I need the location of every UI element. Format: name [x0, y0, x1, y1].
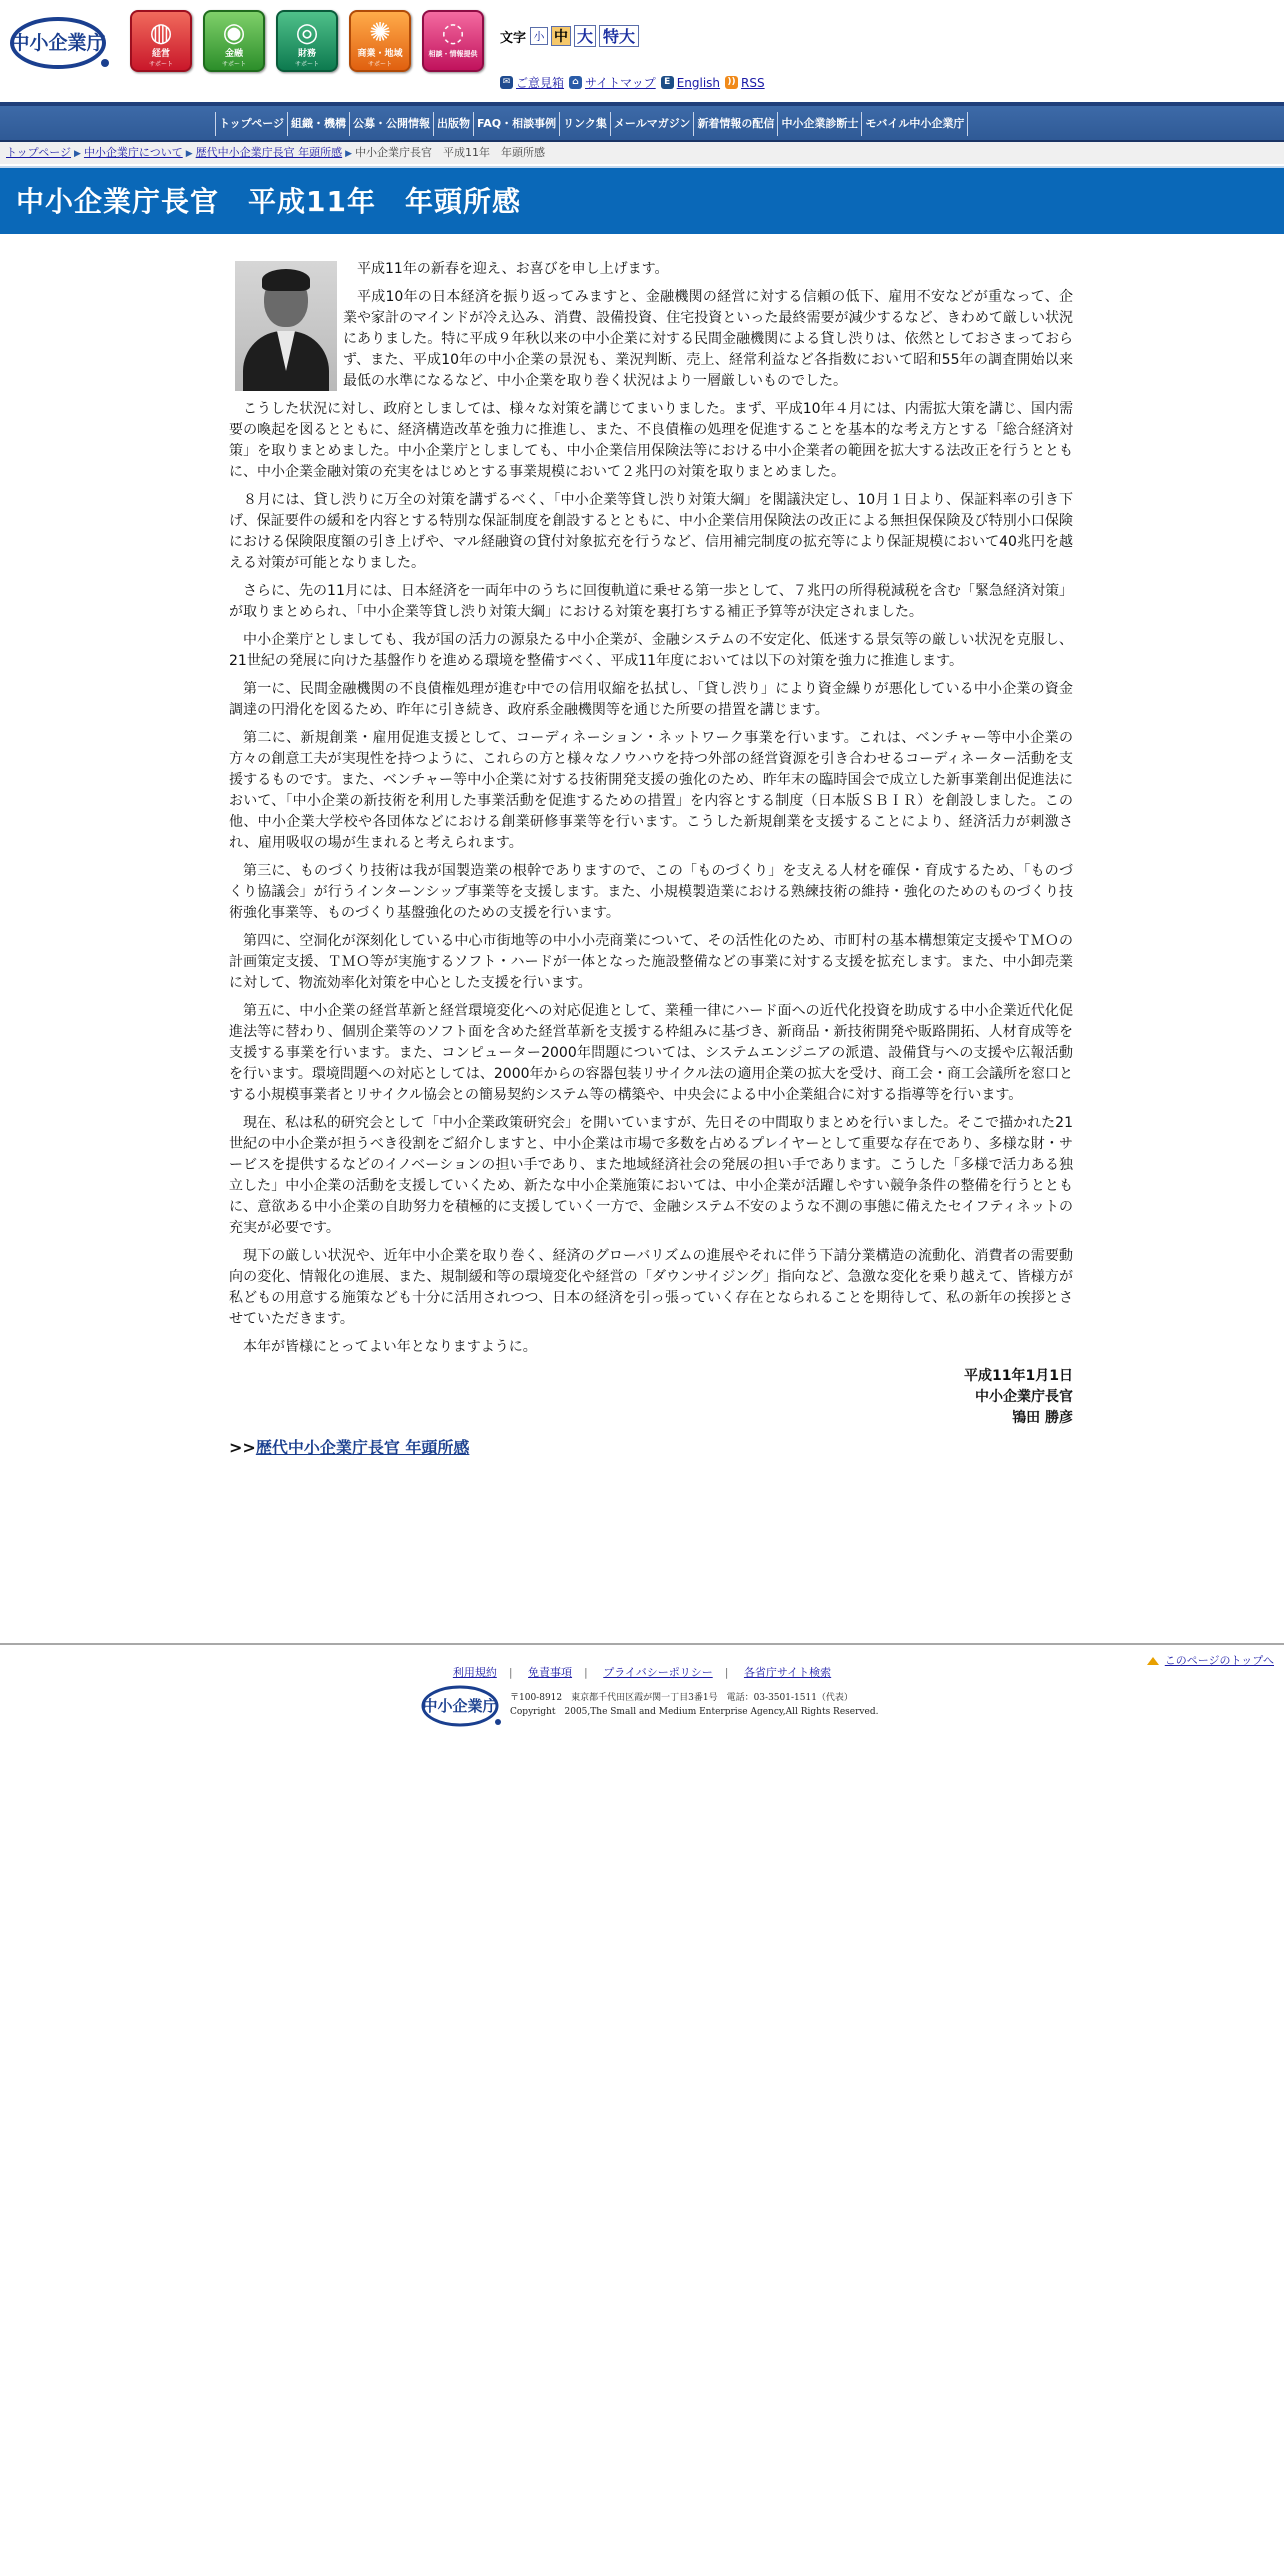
banner-title: 金融 — [224, 49, 243, 59]
mail-icon: ✉ — [500, 76, 513, 89]
history-link[interactable]: 歴代中小企業庁長官 年頭所感 — [255, 1438, 470, 1457]
breadcrumb-current: 中小企業庁長官 平成11年 年頭所感 — [355, 146, 546, 159]
paragraph: 平成10年の日本経済を振り返ってみますと、金融機関の経営に対する信頼の低下、雇用不安などが重なって、企業や家計のマインドが冷え込み、消費、設備投資、住宅投資といった最終需要が減少するなど、きわめて厳しい状況にありました。特に平成９年秋以来の中小企業に対する民間金融機関による貸し渋りは、依然としておさまっておらず、また、平成10年の中小企業の景況も、業況判断、売上、経常利益など各指数において昭和55年の調査開始以来最低の水準になるなど、中小企業を取り巻く状況はより一層厳しいものでした。 — [343, 289, 1073, 389]
paragraph: 平成11年の新春を迎え、お喜びを申し上げます。 — [357, 261, 669, 277]
ministry-search-link[interactable]: 各省庁サイト検索 — [743, 1666, 832, 1679]
breadcrumb — [0, 142, 1284, 164]
footer-address: 〒100-8912 東京都千代田区霞が関一丁目3番1号 電話：03-3501-1511（代表） — [510, 1693, 853, 1703]
history-link-row — [229, 1437, 1073, 1458]
footer-links: 利用規約 | 免責事項 | プライバシーポリシー | 各省庁サイト検索 — [452, 1666, 832, 1679]
paragraph: 第三に、ものづくり技術は我が国製造業の根幹でありますので、この「ものづくり」を支える人材を確保・育成するため、「ものづくり協議会」が行うインターンシップ事業等を支援します。また、小規模製造業における熟練技術の維持・強化のためのものづくり技術強化事業等、ものづくり基盤強化のための支援を行います。 — [229, 863, 1073, 921]
signal-icon: ◉ — [222, 18, 246, 48]
nav-item-news-delivery[interactable]: 新着情報の配信 — [694, 112, 778, 136]
banner-accounting[interactable] — [276, 10, 338, 72]
paragraph: 第五に、中小企業の経営革新と経営環境変化への対応促進として、業種一律にハード面への近代化投資を助成する中小企業近代化促進法等に替わり、個別企業等のソフト面を含めた経営革新を支援する枠組みに基づき、新商品・新技術開発や販路開拓、人材育成等を支援する事業を行います。また、コンピューター2000年問題については、システムエンジニアの派遣、設備貸与への支援や広報活動を行います。環境問題への対応としては、2000年からの容器包装リサイクル法の適用企業の拡大を受け、商工会・商工会議所を窓口とする小規模事業者とリサイクル協会との簡易契約システム等の構築や、中央会による中小企業組合に対する指導等を行います。 — [229, 1003, 1073, 1103]
english-icon: E — [661, 76, 674, 89]
footer-divider — [0, 1643, 1284, 1645]
banner-consultation[interactable] — [422, 10, 484, 72]
arrow-right-icon: ▶ — [74, 149, 81, 159]
spiral-icon: ◌ — [441, 18, 465, 48]
svg-text:中小企業庁: 中小企業庁 — [422, 1697, 498, 1715]
paragraph: 現下の厳しい状況や、近年中小企業を取り巻く、経済のグローバリズムの進展やそれに伴う下請分業構造の流動化、消費者の需要動向の変化、情報化の進展、また、規制緩和等の環境変化や経営の「ダウンサイジング」指向など、急激な変化を乗り越えて、皆様方が私どもの用意する施策なども十分に活用されつつ、日本の経済を引っ張っていく存在となられることを期待して、私の新年の挨拶とさせていただきます。 — [229, 1248, 1073, 1327]
paragraph: 中小企業庁としましても、我が国の活力の源泉たる中小企業が、金融システムの不安定化、低迷する景気等の厳しい状況を克服し、21世紀の発展に向けた基盤作りを進める環境を整備すべく、平成11年度においては以下の対策を強力に推進します。 — [229, 632, 1073, 669]
paragraph: こうした状況に対し、政府としましては、様々な対策を講じてまいりました。まず、平成10年４月には、内需拡大策を講じ、国内需要の喚起を図るとともに、経済構造改革を強力に推進し、また、不良債権の処理を促進することを基本的な考え方とする「総合経済対策」を取りまとめました。中小企業庁としましても、中小企業信用保険法等における中小企業者の範囲を拡大する法改正を行うとともに、中小企業金融対策の充実をはじめとする事業規模において２兆円の対策を取りまとめました。 — [229, 401, 1073, 480]
font-size-medium-button[interactable]: 中 — [551, 26, 571, 46]
signature-role: 中小企業庁長官 — [975, 1389, 1073, 1405]
banner-title: 財務 — [297, 49, 316, 59]
font-size-small-button[interactable]: 小 — [530, 27, 548, 45]
nav-item-mobile[interactable]: モバイル中小企業庁 — [862, 112, 968, 136]
site-logo[interactable] — [8, 14, 112, 72]
banner-sub: サポート — [294, 61, 319, 68]
terms-link[interactable]: 利用規約 — [452, 1666, 497, 1679]
paragraph: ８月には、貸し渋りに万全の対策を講ずるべく、「中小企業等貸し渋り対策大綱」を閣議決定し、10月１日より、保証料率の引き下げ、保証要件の緩和を内容とする特別な保証制度を創設するとともに、中小企業信用保険法の改正による無担保保険及び特別小口保険における保険限度額の引き上げや、マル経融資の貸付対象拡充を行うなど、信用補完制度の拡充等により保証規模において40兆円を越える対策が可能となりました。 — [229, 492, 1073, 571]
banner-title: 相談・情報提供 — [428, 50, 478, 58]
sitemap-link[interactable]: サイトマップ — [585, 76, 656, 90]
nav-item-publications[interactable]: 出版物 — [434, 112, 474, 136]
breadcrumb-home-link[interactable]: トップページ — [6, 146, 72, 159]
font-size-switcher — [500, 25, 642, 47]
privacy-link[interactable]: プライバシーポリシー — [603, 1666, 713, 1679]
director-portrait — [235, 261, 337, 391]
signature-block — [229, 1366, 1073, 1429]
paragraph: 現在、私は私的研究会として「中小企業政策研究会」を開いていますが、先日その中間取りまとめを行いました。そこで描かれた21世紀の中小企業が担うべき役割をご紹介しますと、中小企業は市場で多数を占めるプレイヤーとして重要な存在であり、多様な財・サービスを提供するなどのイノベーションの担い手であり、また地域経済社会の発展の担い手であります。こうした「多様で活力ある独立した」中小企業の活動を支援していくため、新たな中小企業施策においては、中小企業が活躍しやすい競争条件の整備を行うとともに、意欲ある中小企業の自助努力を積極的に支援していく一方で、金融システム不安のような不測の事態に備えたセイフティネットの充実が必要です。 — [229, 1115, 1073, 1236]
banner-title: 経営 — [151, 49, 170, 59]
signature-name: 鴇田 勝彦 — [1012, 1410, 1073, 1426]
rss-link[interactable]: RSS — [741, 75, 765, 90]
rss-icon: )) — [725, 76, 738, 89]
nav-item-public-info[interactable]: 公募・公開情報 — [350, 112, 434, 136]
font-size-large-button[interactable]: 大 — [574, 25, 596, 47]
nav-item-organization[interactable]: 組織・機構 — [288, 112, 350, 136]
sitemap-icon: ⌂ — [569, 76, 582, 89]
breadcrumb-history-link[interactable]: 歴代中小企業庁長官 年頭所感 — [195, 146, 343, 159]
tornado-icon: ◍ — [149, 18, 173, 48]
paragraph: さらに、先の11月には、日本経済を一両年中のうちに回復軌道に乗せる第一歩として、７兆円の所得税減税を含む「緊急経済対策」が取りまとめられ、「中小企業等貸し渋り対策大綱」における対策を裏打ちする補正予算等が決定されました。 — [229, 583, 1073, 620]
signature-date: 平成11年1月1日 — [964, 1368, 1073, 1384]
page-top-link[interactable]: このページのトップへ — [1164, 1654, 1274, 1667]
network-icon: ✺ — [369, 18, 391, 48]
arrow-right-icon: ▶ — [185, 149, 193, 159]
banner-management[interactable] — [130, 10, 192, 72]
paragraph: 第二に、新規創業・雇用促進支援として、コーディネーション・ネットワーク事業を行います。これは、ベンチャー等中小企業の方々の創意工夫が実現性を持つように、これらの方と様々なノウハウを持つ外部の経営資源を引き合わせるコーディネーター活動を支援するものです。また、ベンチャー等中小企業に対する技術開発支援の強化のため、昨年末の臨時国会で成立した新事業創出促進法において、「中小企業の新技術を利用した事業活動を促進するための措置」を内容とする制度（日本版ＳＢＩＲ）を創設しました。この他、中小企業大学校や各団体などにおける創業研修事業等を行います。こうした新規創業を支援することにより、経済活力が刺激され、雇用吸収の場が生まれると考えられます。 — [229, 730, 1073, 851]
arrow-right-icon: ▶ — [345, 149, 353, 159]
banner-sub: サポート — [367, 61, 392, 68]
utility-links — [500, 74, 770, 91]
nav-item-top[interactable]: トップページ — [215, 112, 288, 136]
main-nav — [0, 102, 1284, 142]
wifi-icon: ◎ — [295, 18, 319, 48]
nav-item-faq[interactable]: FAQ・相談事例 — [474, 112, 560, 136]
footer-logo — [420, 1683, 504, 1729]
font-size-label: 文字 — [500, 30, 527, 46]
footer-copyright: Copyright 2005,The Small and Medium Enterprise Agency,All Rights Reserved. — [510, 1707, 879, 1717]
footer-info — [420, 1683, 878, 1729]
english-link[interactable]: English — [676, 75, 721, 90]
paragraph: 本年が皆様にとってよい年となりますように。 — [243, 1339, 537, 1355]
nav-item-consultant[interactable]: 中小企業診断士 — [778, 112, 862, 136]
feedback-link[interactable]: ご意見箱 — [516, 76, 565, 90]
banner-commerce-region[interactable] — [349, 10, 411, 72]
logo-text: 中小企業庁 — [10, 32, 106, 54]
history-prefix: >> — [229, 1438, 256, 1457]
banner-title: 商業・地域 — [357, 49, 403, 59]
nav-item-mail-magazine[interactable]: メールマガジン — [611, 112, 695, 136]
nav-item-links[interactable]: リンク集 — [560, 112, 611, 136]
disclaimer-link[interactable]: 免責事項 — [528, 1666, 573, 1679]
page-title: 中小企業庁長官 平成11年 年頭所感 — [0, 166, 1284, 234]
paragraph: 第一に、民間金融機関の不良債権処理が進む中での信用収縮を払拭し、「貸し渋り」により資金繰りが悪化している中小企業の資金調達の円滑化を図るため、昨年に引き続き、政府系金融機関等を通じた所要の措置を講じます。 — [229, 681, 1073, 718]
article-body — [229, 259, 1073, 1458]
font-size-xlarge-button[interactable]: 特大 — [599, 25, 639, 47]
site-header — [0, 0, 1284, 102]
banner-sub: サポート — [148, 61, 173, 68]
banner-finance[interactable] — [203, 10, 265, 72]
banner-sub: サポート — [221, 61, 246, 68]
paragraph: 第四に、空洞化が深刻化している中心市街地等の中小小売商業について、その活性化のため、市町村の基本構想策定支援やＴＭＯの計画策定支援、ＴＭＯ等が実施するソフト・ハードが一体となった施設整備などの事業に対する支援を拡充します。また、中小卸売業に対して、物流効率化対策を中心とした支援を行います。 — [229, 933, 1073, 991]
breadcrumb-about-link[interactable]: 中小企業庁について — [83, 146, 183, 159]
